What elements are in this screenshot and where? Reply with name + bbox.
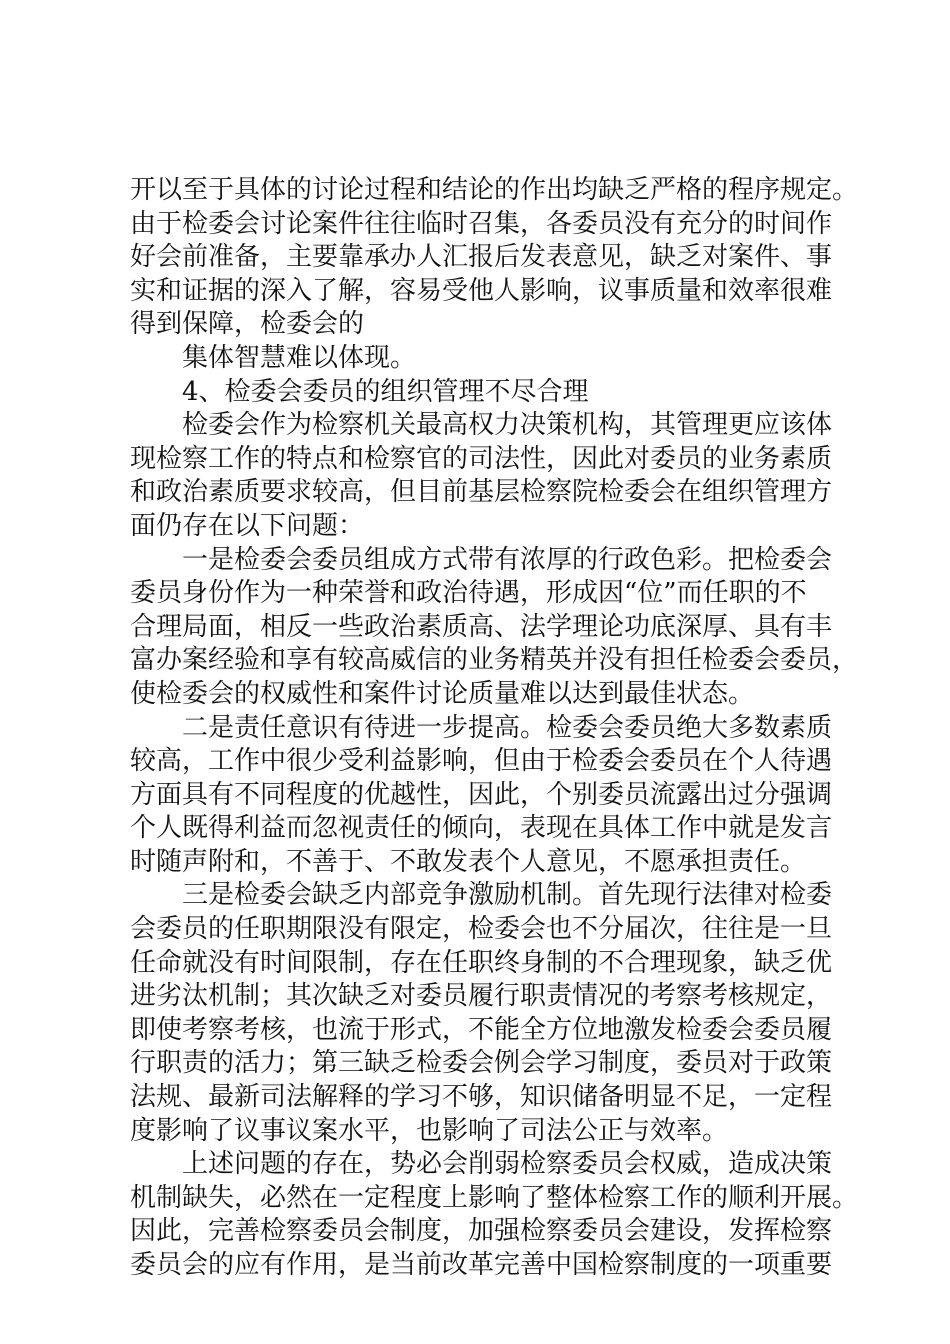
text-line: 4、检委会委员的组织管理不尽合理: [182, 376, 589, 407]
text-line: 集体智慧难以体现。: [182, 342, 417, 373]
text-line: 一是检委会委员组成方式带有浓厚的行政色彩。把检委会: [182, 544, 833, 575]
text-line: 委员会的应有作用，是当前改革完善中国检察制度的一项重要: [130, 1250, 833, 1280]
text-line: 行职责的活力；第三缺乏检委会例会学习制度，委员对于政策: [130, 1048, 833, 1079]
text-line: 会委员的任职期限没有限定，检委会也不分届次，往往是一旦: [130, 914, 833, 945]
text-line: 由于检委会讨论案件往往临时召集，各委员没有充分的时间作: [130, 208, 833, 239]
text-line: 方面具有不同程度的优越性，因此，个别委员流露出过分强调: [130, 779, 833, 810]
text-line: 现检察工作的特点和检察官的司法性，因此对委员的业务素质: [130, 443, 833, 474]
text-line: 和政治素质要求较高，但目前基层检察院检委会在组织管理方: [130, 477, 833, 508]
text-line: 即使考察考核，也流于形式，不能全方位地激发检委会委员履: [130, 1014, 833, 1045]
text-line: 三是检委会缺乏内部竞争激励机制。首先现行法律对检委: [182, 880, 833, 911]
document-body: [130, 174, 859, 1283]
text-line: 实和证据的深入了解，容易受他人影响，议事质量和效率很难: [130, 275, 833, 306]
text-line: 委员身份作为一种荣誉和政治待遇，形成因“位”而任职的不: [130, 578, 807, 609]
text-line: 二是责任意识有待进一步提高。检委会委员绝大多数素质: [182, 712, 833, 743]
text-line: 较高，工作中很少受利益影响，但由于检委会委员在个人待遇: [130, 746, 833, 777]
text-line: 好会前准备，主要靠承办人汇报后发表意见，缺乏对案件、事: [130, 242, 833, 273]
text-line: 机制缺失，必然在一定程度上影响了整体检察工作的顺利开展。: [130, 1182, 859, 1213]
text-line: 任命就没有时间限制，存在任职终身制的不合理现象，缺乏优: [130, 947, 833, 978]
text-line: 得到保障，检委会的: [130, 309, 365, 340]
text-line: 使检委会的权威性和案件讨论质量难以达到最佳状态。: [130, 678, 755, 709]
text-line: 个人既得利益而忽视责任的倾向，表现在具体工作中就是发言: [130, 813, 833, 844]
text-line: 时随声附和，不善于、不敢发表个人意见，不愿承担责任。: [130, 846, 807, 877]
text-line: 合理局面，相反一些政治素质高、法学理论功底深厚、具有丰: [130, 611, 833, 642]
text-line: 富办案经验和享有较高威信的业务精英并没有担任检委会委员，: [130, 645, 859, 676]
text-line: 开以至于具体的讨论过程和结论的作出均缺乏严格的程序规定。: [130, 175, 859, 205]
text-line: 进劣汰机制；其次缺乏对委员履行职责情况的考察考核规定，: [130, 981, 833, 1012]
text-line: 上述问题的存在，势必会削弱检察委员会权威，造成决策: [182, 1149, 833, 1180]
text-line: 度影响了议事议案水平，也影响了司法公正与效率。: [130, 1115, 729, 1146]
text-line: 因此，完善检察委员会制度，加强检察委员会建设，发挥检察: [130, 1216, 833, 1247]
text-line: 法规、最新司法解释的学习不够，知识储备明显不足，一定程: [130, 1082, 833, 1113]
text-line: 面仍存在以下问题：: [130, 510, 365, 541]
text-line: 检委会作为检察机关最高权力决策机构，其管理更应该体: [182, 410, 833, 441]
